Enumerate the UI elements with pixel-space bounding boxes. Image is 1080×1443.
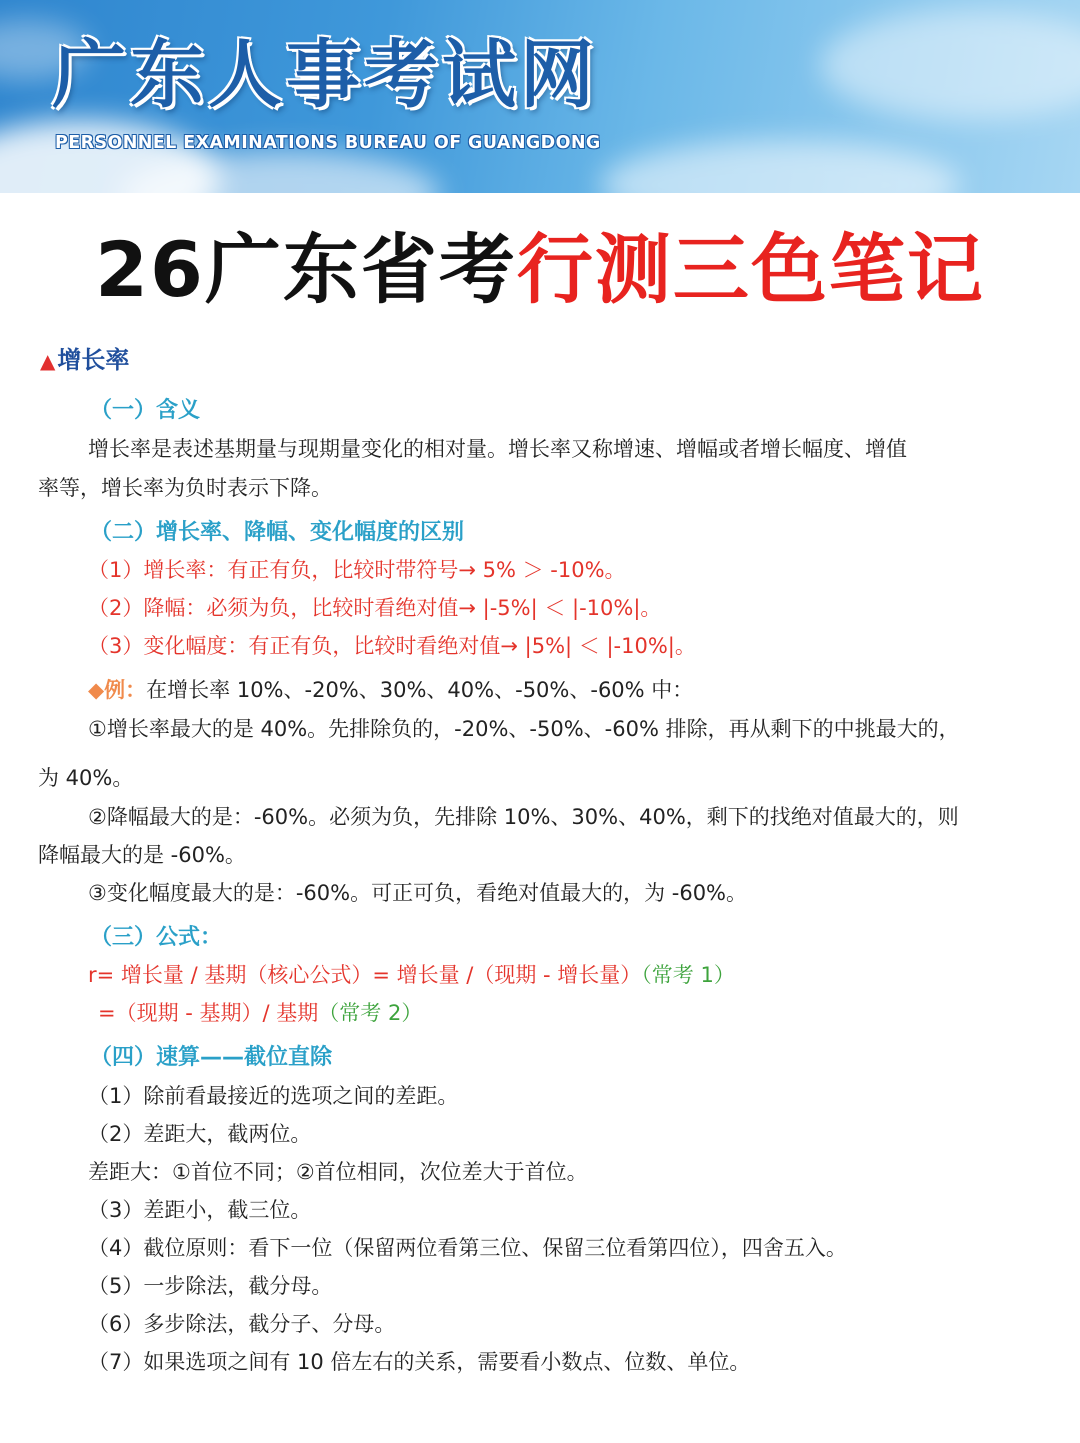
difference-item-decline: （2）降幅：必须为负，比较时看绝对值→ |-5%| ＜ |-10%|。	[88, 596, 662, 620]
quick-calc-item: （5）一步除法，截分母。	[88, 1274, 333, 1298]
formula-line-2	[98, 1001, 422, 1026]
difference-item-growth-rate: （1）增长率：有正有负，比较时带符号→ 5% ＞ -10%。	[88, 558, 626, 582]
formula-2-main: =（现期 - 基期）/ 基期	[98, 1001, 319, 1025]
triangle-marker-icon: ▲	[40, 349, 56, 373]
example-answer-3: ③变化幅度最大的是：-60%。可正可负，看绝对值最大的，为 -60%。	[88, 881, 748, 905]
example-label: ◆例：	[88, 678, 147, 702]
title-red-part: 行测三色笔记	[516, 225, 985, 314]
cloud-decoration	[600, 140, 960, 193]
formula-1-note: （常考 1）	[641, 963, 735, 987]
title-black-part: 26广东省考	[95, 225, 517, 314]
subsection-heading-difference: （二）增长率、降幅、变化幅度的区别	[90, 520, 465, 545]
example-answer-1-line-2: 为 40%。	[38, 766, 134, 790]
subsection-heading-formula: （三）公式：	[90, 925, 223, 950]
meaning-paragraph-line-2: 率等，增长率为负时表示下降。	[38, 476, 332, 500]
formula-2-note: （常考 2）	[318, 1001, 423, 1025]
example-answer-2-line-2: 降幅最大的是 -60%。	[38, 843, 246, 867]
difference-item-change-range: （3）变化幅度：有正有负，比较时看绝对值→ |5%| ＜ |-10%|。	[88, 634, 696, 658]
example-answer-2-line-1: ②降幅最大的是：-60%。必须为负，先排除 10%、30%、40%，剩下的找绝对值最大的，则	[88, 805, 959, 829]
header-banner	[0, 0, 1080, 193]
example-text: 在增长率 10%、-20%、30%、40%、-50%、-60% 中：	[146, 678, 694, 702]
section-heading-label: 增长率	[57, 346, 130, 374]
meaning-paragraph-line-1: 增长率是表述基期量与现期量变化的相对量。增长率又称增速、增幅或者增长幅度、增值	[88, 437, 907, 461]
site-logo-english: PERSONNEL EXAMINATIONS BUREAU OF GUANGDONG	[55, 133, 601, 153]
site-logo-chinese: 广东人事考试网	[52, 32, 598, 118]
quick-calc-item: （7）如果选项之间有 10 倍左右的关系，需要看小数点、位数、单位。	[88, 1350, 751, 1374]
quick-calc-item: （2）差距大，截两位。	[88, 1122, 312, 1146]
formula-1-main: r= 增长量 / 基期（核心公式）= 增长量 /（现期 - 增长量）	[88, 963, 642, 987]
cloud-decoration	[820, 10, 1080, 120]
quick-calc-item: 差距大：①首位不同；②首位相同，次位差大于首位。	[88, 1160, 588, 1184]
subsection-heading-quick-calc: （四）速算——截位直除	[90, 1045, 333, 1070]
formula-line-1	[88, 963, 735, 988]
subsection-heading-meaning: （一）含义	[90, 398, 201, 423]
example-line	[88, 678, 693, 703]
quick-calc-item: （1）除前看最接近的选项之间的差距。	[88, 1084, 459, 1108]
quick-calc-item: （6）多步除法，截分子、分母。	[88, 1312, 396, 1336]
example-answer-1-line-1: ①增长率最大的是 40%。先排除负的，-20%、-50%、-60% 排除，再从剩下的中挑最大的，	[88, 717, 960, 741]
quick-calc-item: （3）差距小，截三位。	[88, 1198, 312, 1222]
quick-calc-item: （4）截位原则：看下一位（保留两位看第三位、保留三位看第四位），四舍五入。	[88, 1236, 847, 1260]
page-title	[0, 225, 1080, 314]
section-heading-growth-rate	[40, 346, 129, 375]
